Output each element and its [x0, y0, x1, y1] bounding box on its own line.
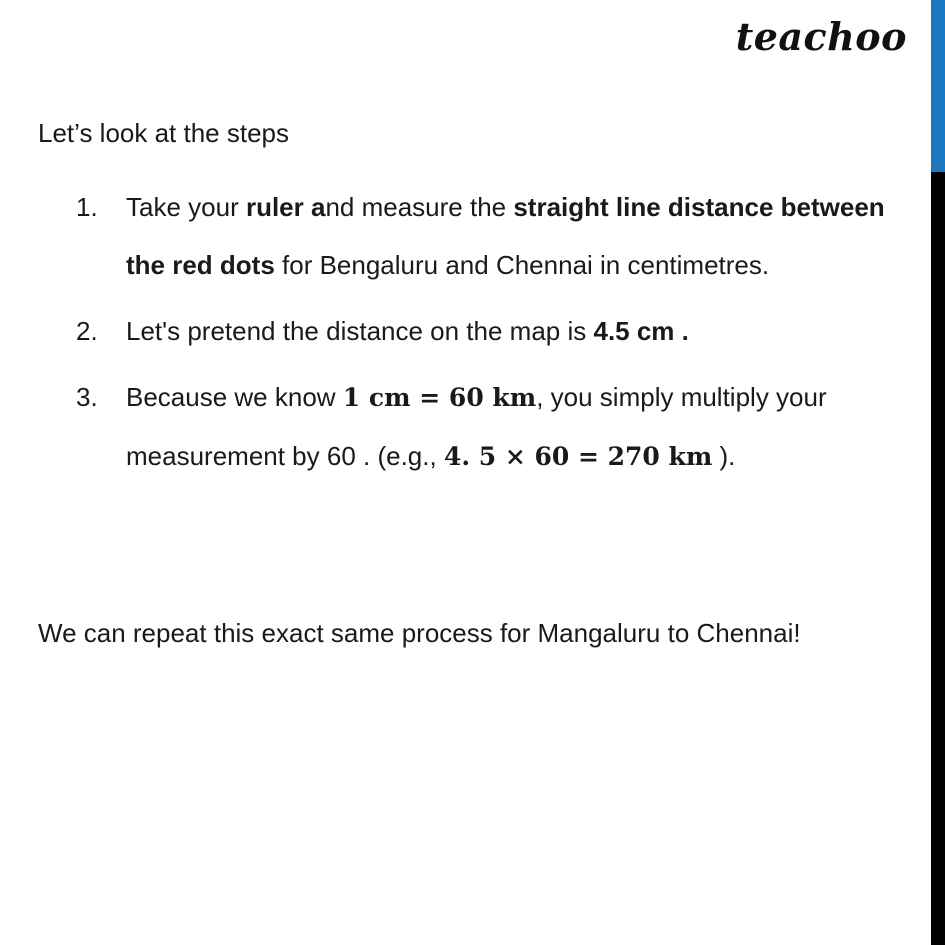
step-1	[38, 178, 918, 294]
right-sidebar-bar	[931, 0, 945, 945]
step-2-text: Let's pretend the distance on the map is 4.5 cm .	[126, 316, 689, 346]
step-1-text: Take your ruler and measure the straight line distance between the red dots for Bengaluru and Chennai in centimetres.	[126, 192, 885, 280]
step-2	[38, 302, 918, 360]
teachoo-logo: teachoo	[735, 14, 907, 59]
sidebar-accent	[931, 0, 945, 172]
step-2-number: 2.	[76, 316, 98, 346]
outro-text: We can repeat this exact same process for Mangaluru to Chennai!	[38, 618, 801, 648]
intro-text: Let’s look at the steps	[38, 118, 290, 148]
step-1-number: 1.	[76, 192, 98, 222]
step-3-text: Because we know 1 cm = 60 km, you simply multiply your measurement by 60 . (e.g., 4. 5 × 60 = 270 km ).	[126, 382, 827, 471]
step-3	[38, 368, 918, 486]
steps-list	[38, 178, 918, 486]
math-example: 4. 5 × 60 = 270 km	[443, 442, 713, 471]
step-3-number: 3.	[76, 382, 98, 412]
math-cm-to-km: 1 cm = 60 km	[342, 383, 537, 412]
